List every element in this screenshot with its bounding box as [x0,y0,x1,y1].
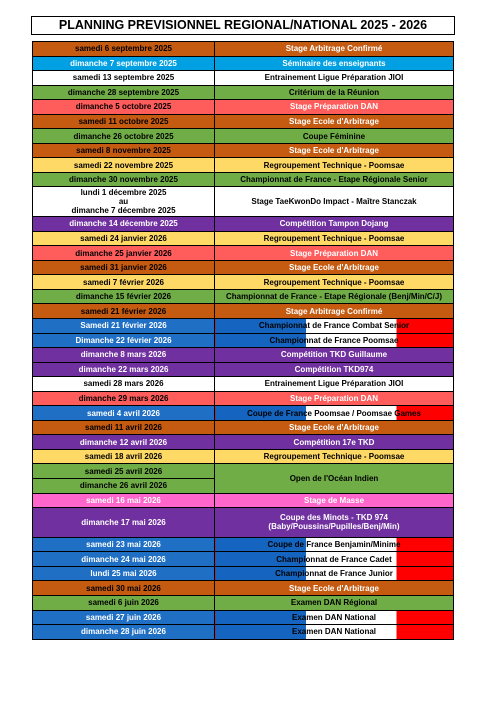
event-cell: Stage Ecole d'Arbitrage [215,260,454,275]
date-cell: samedi 6 septembre 2025 [33,42,215,57]
schedule-row [33,449,454,464]
date-cell: samedi 6 juin 2026 [33,595,215,610]
date-cell: dimanche 17 mai 2026 [33,508,215,538]
date-cell: dimanche 8 mars 2026 [33,348,215,363]
schedule-row [33,143,454,158]
schedule-row [33,260,454,275]
date-cell: samedi 16 mai 2026 [33,493,215,508]
schedule-row [33,566,454,581]
date-cell: dimanche 26 octobre 2025 [33,129,215,144]
event-cell: Compétition Tampon Dojang [215,217,454,232]
date-cell: samedi 28 mars 2026 [33,377,215,392]
schedule-table [32,41,454,640]
schedule-row [33,508,454,538]
event-cell: Coupe de France Poomsae / Poomsae Games [215,406,454,421]
event-cell: Examen DAN National [215,625,454,640]
date-cell: samedi 4 avril 2026 [33,406,215,421]
schedule-row [33,304,454,319]
event-cell: Regroupement Technique - Poomsae [215,275,454,290]
event-cell: Entrainement Ligue Préparation JIOI [215,71,454,86]
event-cell: Championnat de France - Etape Régionale Senior [215,172,454,187]
schedule-row [33,595,454,610]
event-cell: Examen DAN Régional [215,595,454,610]
schedule-row [33,406,454,421]
event-cell: Stage Préparation DAN [215,391,454,406]
event-cell: Championnat de France Junior [215,566,454,581]
schedule-row [33,420,454,435]
event-cell: Championnat de France Combat Senior [215,318,454,333]
event-cell: Séminaire des enseignants [215,56,454,71]
schedule-row [33,464,454,479]
date-cell: Dimanche 22 février 2026 [33,333,215,348]
schedule-row [33,289,454,304]
event-cell: Compétition 17e TKD [215,435,454,450]
date-cell: dimanche 22 mars 2026 [33,362,215,377]
schedule-row [33,42,454,57]
schedule-row [33,56,454,71]
date-cell: samedi 31 janvier 2026 [33,260,215,275]
schedule-row [33,100,454,115]
schedule-row [33,217,454,232]
schedule-row [33,231,454,246]
date-cell: samedi 22 novembre 2025 [33,158,215,173]
schedule-row [33,187,454,217]
date-cell: dimanche 14 décembre 2025 [33,217,215,232]
event-cell: Championnat de France Poomsae [215,333,454,348]
event-cell: Regroupement Technique - Poomsae [215,231,454,246]
event-cell: Stage Ecole d'Arbitrage [215,114,454,129]
event-cell: Stage Ecole d'Arbitrage [215,143,454,158]
event-cell: Stage Ecole d'Arbitrage [215,581,454,596]
date-cell: samedi 23 mai 2026 [33,537,215,552]
date-cell: lundi 25 mai 2026 [33,566,215,581]
schedule-row [33,114,454,129]
schedule-row [33,552,454,567]
date-line: lundi 1 décembre 2025 [80,188,167,198]
event-cell: Stage Arbitrage Confirmé [215,304,454,319]
schedule-row [33,581,454,596]
schedule-row [33,71,454,86]
date-cell: samedi 30 mai 2026 [33,581,215,596]
event-cell: Championnat de France Cadet [215,552,454,567]
date-cell: samedi 21 février 2026 [33,304,215,319]
date-cell: samedi 11 avril 2026 [33,420,215,435]
event-cell [215,508,454,538]
date-cell: samedi 13 septembre 2025 [33,71,215,86]
schedule-row [33,158,454,173]
date-cell: samedi 7 février 2026 [33,275,215,290]
event-line: (Baby/Poussins/Pupilles/Benj/Min) [268,522,400,532]
schedule-row [33,172,454,187]
date-line: au [118,197,129,207]
date-cell: dimanche 28 juin 2026 [33,625,215,640]
schedule-row [33,625,454,640]
date-cell: dimanche 5 octobre 2025 [33,100,215,115]
date-cell: samedi 27 juin 2026 [33,610,215,625]
date-cell: dimanche 29 mars 2026 [33,391,215,406]
event-cell: Entrainement Ligue Préparation JIOI [215,377,454,392]
date-cell: samedi 24 janvier 2026 [33,231,215,246]
date-cell: dimanche 7 septembre 2025 [33,56,215,71]
date-cell: dimanche 28 septembre 2025 [33,85,215,100]
schedule-row [33,377,454,392]
date-cell: dimanche 26 avril 2026 [33,479,215,494]
event-cell: Stage Préparation DAN [215,246,454,261]
date-cell: dimanche 12 avril 2026 [33,435,215,450]
event-cell: Critérium de la Réunion [215,85,454,100]
event-cell: Examen DAN National [215,610,454,625]
event-cell: Open de l'Océan Indien [215,464,454,493]
schedule-row [33,362,454,377]
date-cell: dimanche 24 mai 2026 [33,552,215,567]
page-title: PLANNING PREVISIONNEL REGIONAL/NATIONAL 2025 - 2026 [31,16,455,35]
date-cell: dimanche 15 février 2026 [33,289,215,304]
event-cell: Stage TaeKwonDo Impact - Maître Stanczak [215,187,454,217]
event-cell: Stage Ecole d'Arbitrage [215,420,454,435]
date-cell: samedi 25 avril 2026 [33,464,215,479]
event-cell: Regroupement Technique - Poomsae [215,449,454,464]
schedule-row [33,129,454,144]
date-cell: dimanche 25 janvier 2026 [33,246,215,261]
event-line: Coupe des Minots - TKD 974 [279,513,388,523]
date-line: dimanche 7 décembre 2025 [71,206,176,216]
schedule-row [33,246,454,261]
event-cell: Stage Préparation DAN [215,100,454,115]
date-cell: Samedi 21 février 2026 [33,318,215,333]
date-cell: samedi 18 avril 2026 [33,449,215,464]
event-cell: Stage de Masse [215,493,454,508]
event-cell: Coupe Féminine [215,129,454,144]
schedule-row [33,610,454,625]
date-cell: dimanche 30 novembre 2025 [33,172,215,187]
date-cell: samedi 8 novembre 2025 [33,143,215,158]
schedule-row [33,348,454,363]
schedule-row [33,391,454,406]
schedule-row [33,318,454,333]
event-cell: Stage Arbitrage Confirmé [215,42,454,57]
schedule-row [33,537,454,552]
date-cell: samedi 11 octobre 2025 [33,114,215,129]
date-cell [33,187,215,217]
schedule-body [33,42,454,640]
schedule-row [33,333,454,348]
event-cell: Compétition TKD Guillaume [215,348,454,363]
schedule-row [33,435,454,450]
schedule-row [33,493,454,508]
schedule-row [33,275,454,290]
event-cell: Championnat de France - Etape Régionale (Benj/Min/C/J) [215,289,454,304]
schedule-row [33,85,454,100]
event-cell: Regroupement Technique - Poomsae [215,158,454,173]
event-cell: Coupe de France Benjamin/Minime [215,537,454,552]
event-cell: Compétition TKD974 [215,362,454,377]
